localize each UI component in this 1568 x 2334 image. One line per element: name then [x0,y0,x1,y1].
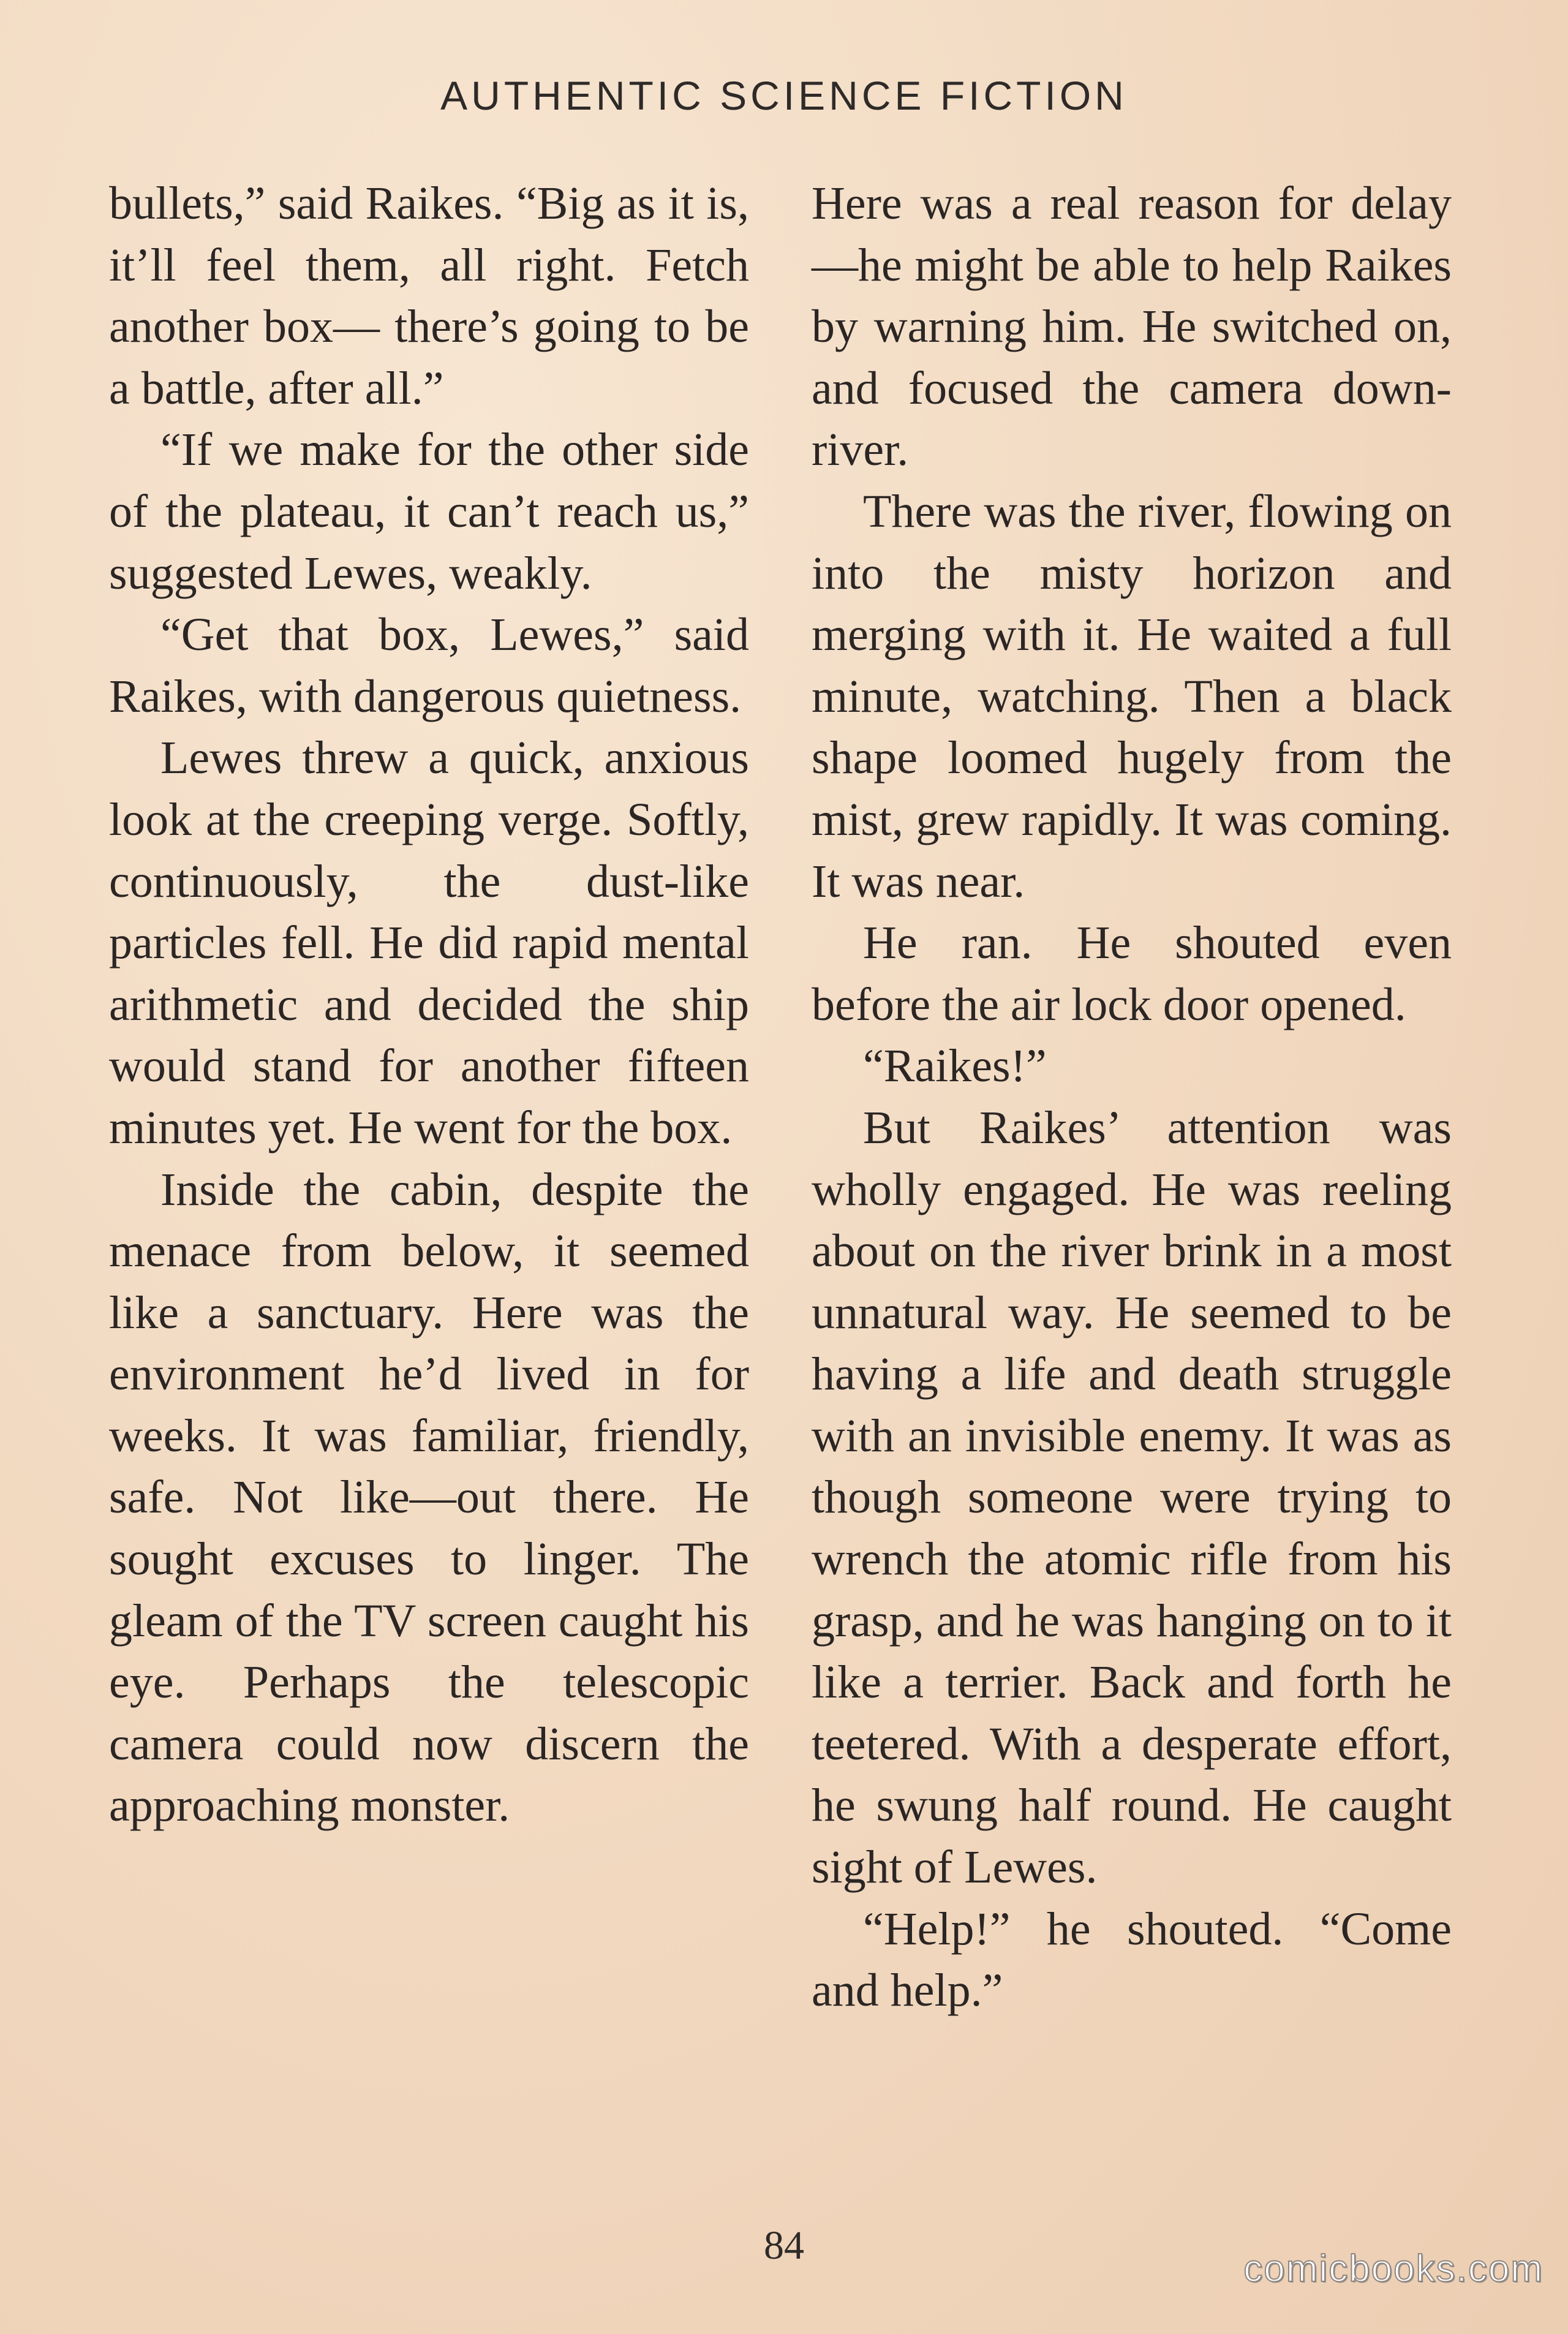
paragraph: “Help!” he shouted. “Come and help.” [812,1903,1452,2017]
paragraph: There was the river, flowing on into the misty horizon and merging with it. He waited a full minute, watching. Then a black shape loomed hugely from the mist, grew rapidly. It was coming. It was near. [812,485,1452,907]
paragraph: bullets,” said Raikes. “Big as it is, it’ll feel them, all right. Fetch another box— there’s going to be a battle, after all.” [109,178,749,414]
paragraph: But Raikes’ attention was wholly engaged. He was reeling about on the river brink in a most unnatural way. He seemed to be having a life and death struggle with an invisible enemy. It was as though someone were trying to wrench the atomic rifle from his grasp, and he was hanging on to it like a terrier. Back and forth he teetered. With a desperate effort, he swung half round. He caught sight of Lewes. [812,1101,1452,1894]
paragraph: Inside the cabin, despite the menace from below, it seemed like a sanctuary. Here was the environment he’d lived in for weeks. It was familiar, friendly, safe. Not like—out there. He sought excuses to linger. The gleam of the TV screen caught his eye. Perhaps the telescopic camera could now discern the approaching monster. [109,1163,749,1832]
paragraph: He ran. He shouted even before the air lock door opened. [812,917,1452,1030]
paragraph: “Get that box, Lewes,” said Raikes, with dangerous quietness. [109,609,749,722]
running-header: AUTHENTIC SCIENCE FICTION [440,73,1128,118]
watermark: comicbooks.com [1243,2248,1544,2290]
right-column [812,173,1452,2022]
page-number: 84 [764,2223,804,2268]
paragraph: “If we make for the other side of the plateau, it can’t reach us,” suggested Lewes, weakly. [109,424,749,599]
paragraph: Lewes threw a quick, anxious look at the creeping verge. Softly, continuously, the dust-like particles fell. He did rapid mental arithmetic and decided the ship would stand for another fifteen minutes yet. He went for the box. [109,732,749,1154]
left-column [109,173,749,1837]
paragraph: “Raikes!” [863,1040,1047,1092]
paragraph: Here was a real reason for delay—he might be able to help Raikes by warning him. He switched on, and focused the camera down-river. [812,178,1452,476]
